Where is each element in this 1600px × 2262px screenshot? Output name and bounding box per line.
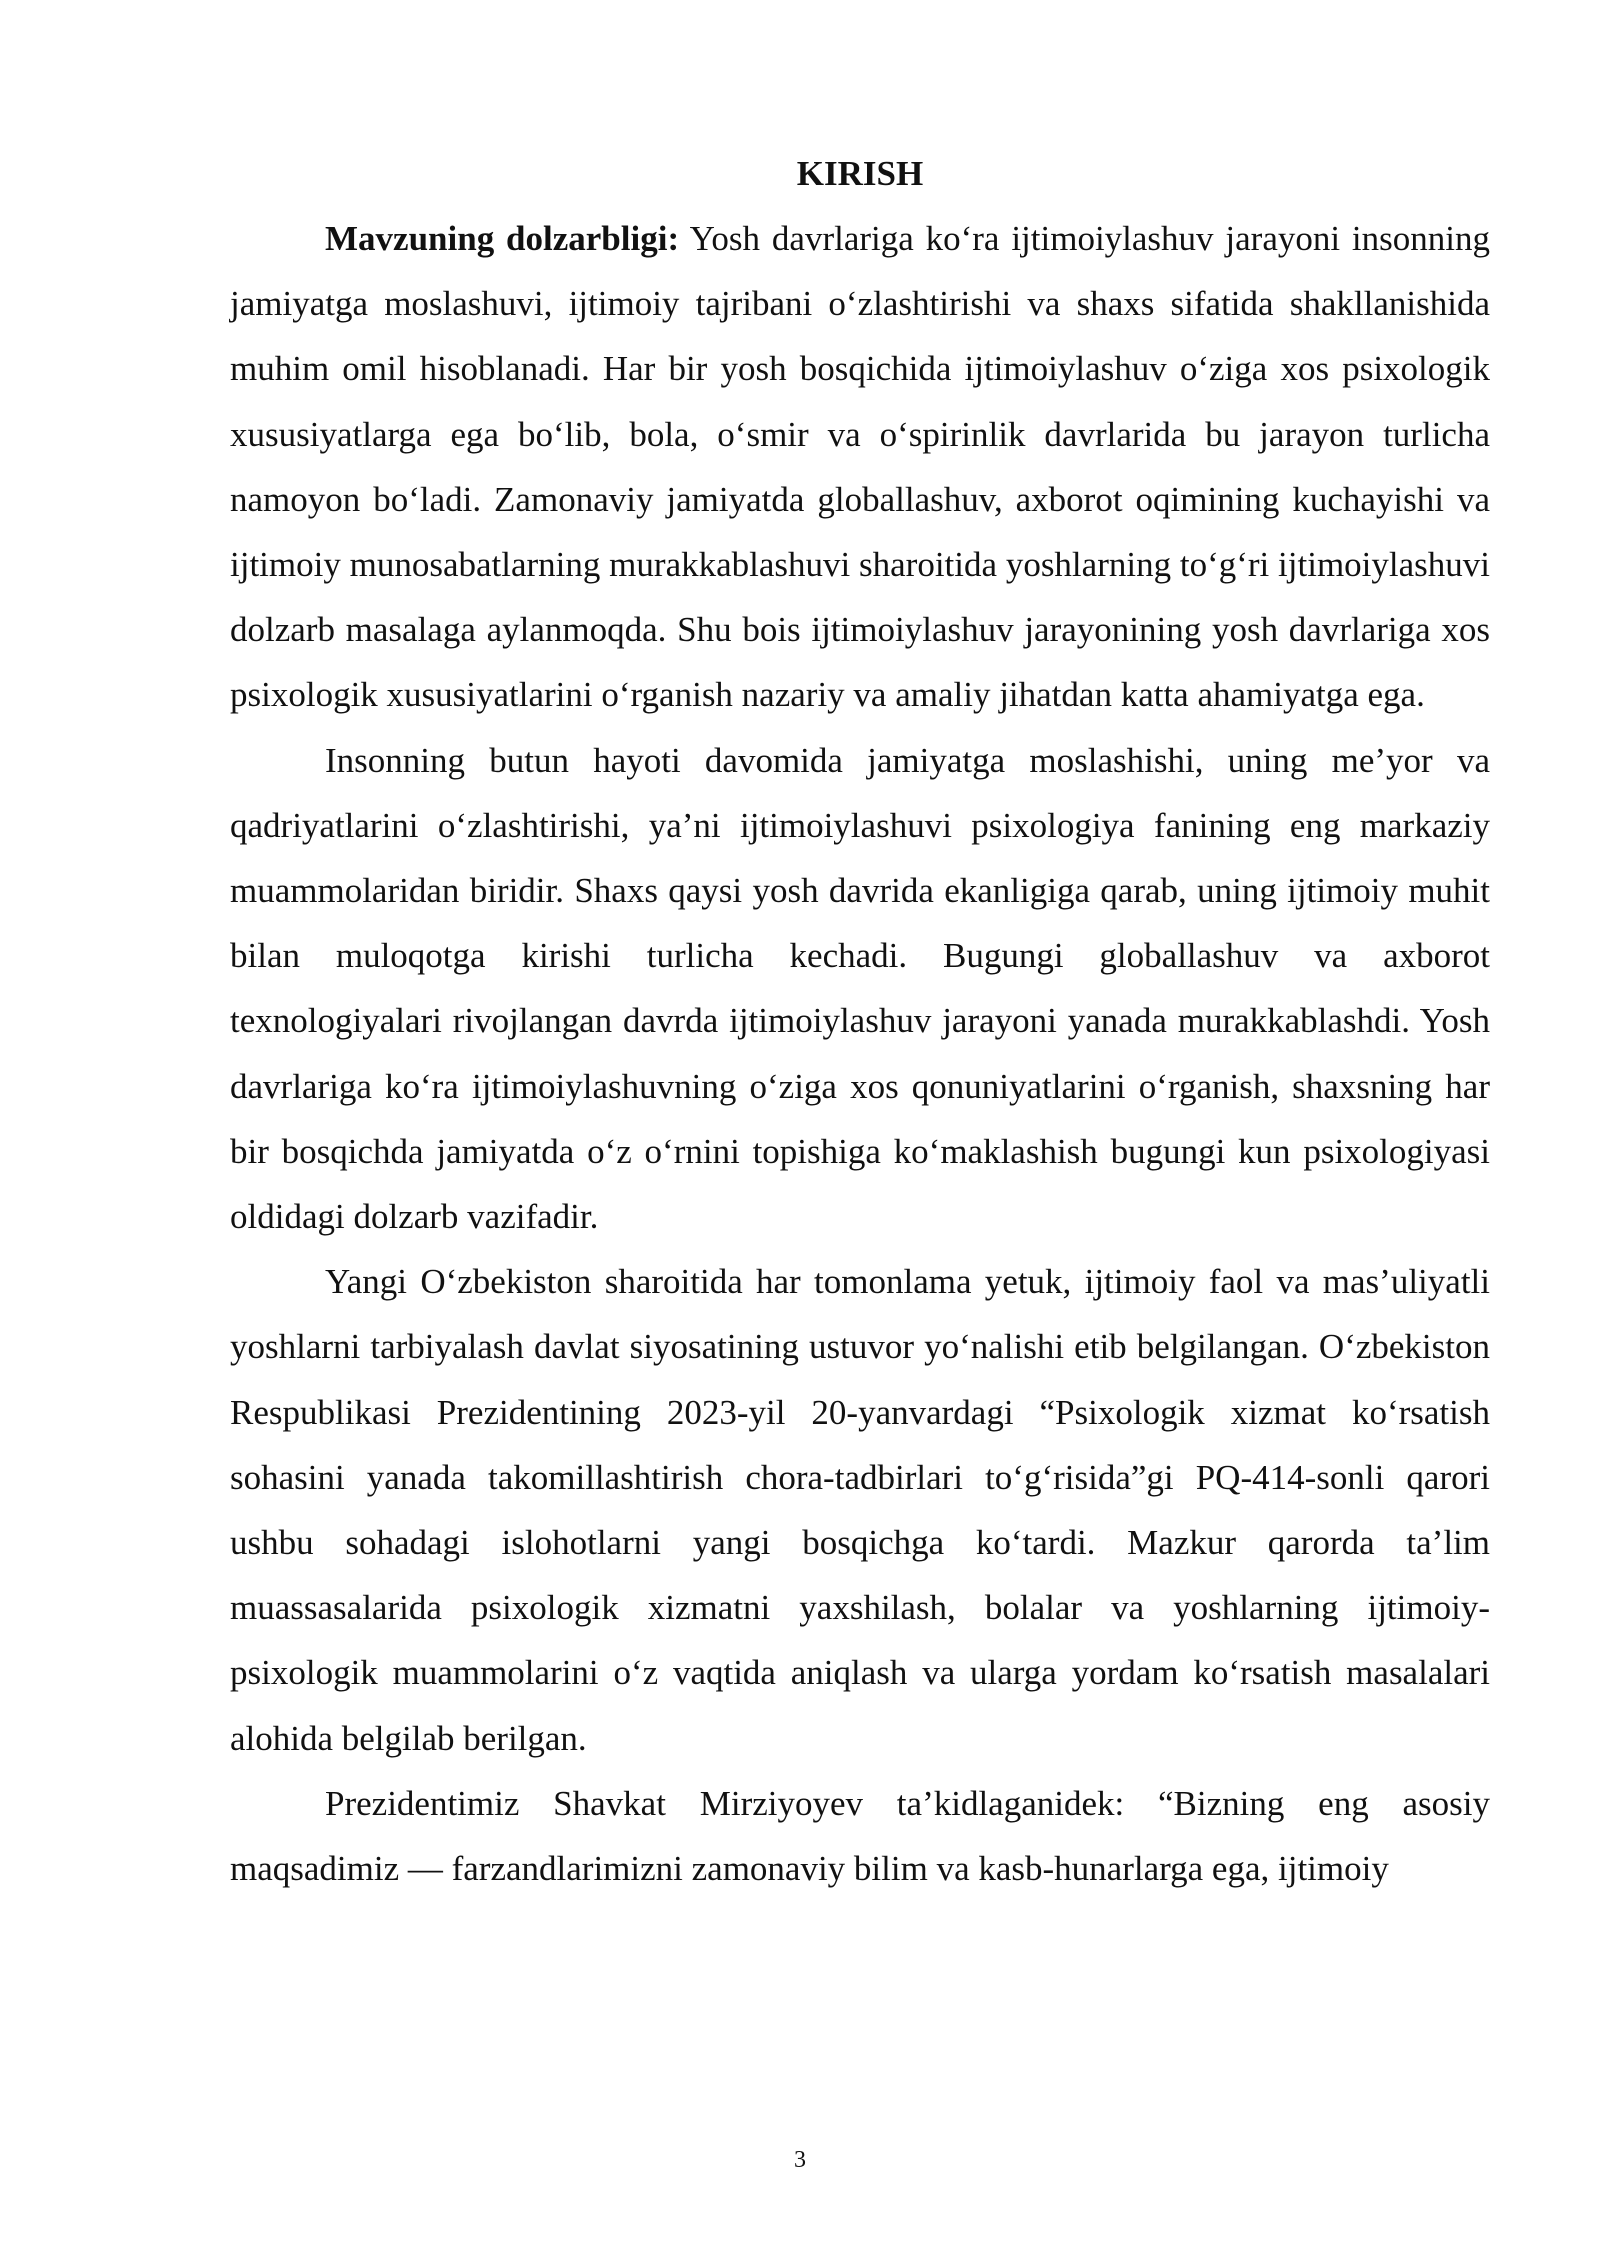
paragraph-relevance: [230, 206, 1490, 728]
page-number: 3: [794, 2147, 806, 2173]
page-body: [230, 148, 1490, 1901]
paragraph-text: Yangi Oʻzbekiston sharoitida har tomonlama yetuk, ijtimoiy faol va mas’uliyatli yoshlarni tarbiyalash davlat siyosatining ustuvor yoʻnalishi etib belgilangan. Oʻzbekiston Respublikasi Prezidentining 2023-yil 20-yanvardagi “Psixologik xizmat koʻrsatish sohasini yanada takomillashtirish chora-tadbirlari toʻgʻrisida”gi PQ-414-sonli qarori ushbu sohadagi islohotlarni yangi bosqichga koʻtardi. Mazkur qarorda ta’lim muassasalarida psixologik xizmatni yaxshilash, bolalar va yoshlarning ijtimoiy-psixologik muammolarini oʻz vaqtida aniqlash va ularga yordam koʻrsatish masalalari alohida belgilab berilgan.: [230, 1262, 1490, 1758]
paragraph-text: Yosh davrlariga koʻra ijtimoiylashuv jarayoni insonning jamiyatga moslashuvi, ijtimoiy tajribani oʻzlashtirishi va shaxs sifatida shakllanishida muhim omil hisoblanadi. Har bir yosh bosqichida ijtimoiylashuv oʻziga xos psixologik xususiyatlarga ega boʻlib, bola, oʻsmir va oʻspirinlik davrlarida bu jarayon turlicha namoyon boʻladi. Zamonaviy jamiyatda globallashuv, axborot oqimining kuchayishi va ijtimoiy munosabatlarning murakkablashuvi sharoitida yoshlarning toʻgʻri ijtimoiylashuvi dolzarb masalaga aylanmoqda. Shu bois ijtimoiylashuv jarayonining yosh davrlariga xos psixologik xususiyatlarini oʻrganish nazariy va amaliy jihatdan katta ahamiyatga ega.: [230, 219, 1490, 715]
paragraph-text: Prezidentimiz Shavkat Mirziyoyev ta’kidlaganidek: “Bizning eng asosiy maqsadimiz — farzandlarimizni zamonaviy bilim va kasb-hunarlarga ega, ijtimoiy: [230, 1783, 1490, 1889]
paragraph-president-quote: [230, 1771, 1490, 1901]
section-heading: KIRISH: [796, 154, 924, 193]
paragraph-socialization: [230, 728, 1490, 1250]
paragraph-policy: [230, 1249, 1490, 1771]
paragraph-lead: Mavzuning dolzarbligi:: [325, 219, 680, 258]
paragraph-text: Insonning butun hayoti davomida jamiyatga moslashishi, uning me’yor va qadriyatlarini oʻzlashtirishi, ya’ni ijtimoiylashuvi psixologiya fanining eng markaziy muammolaridan biridir. Shaxs qaysi yosh davrida ekanligiga qarab, uning ijtimoiy muhit bilan muloqotga kirishi turlicha kechadi. Bugungi globallashuv va axborot texnologiyalari rivojlangan davrda ijtimoiylashuv jarayoni yanada murakkablashdi. Yosh davrlariga koʻra ijtimoiylashuvning oʻziga xos qonuniyatlarini oʻrganish, shaxsning har bir bosqichda jamiyatda oʻz oʻrnini topishiga koʻmaklashish bugungi kun psixologiyasi oldidagi dolzarb vazifadir.: [230, 740, 1490, 1237]
